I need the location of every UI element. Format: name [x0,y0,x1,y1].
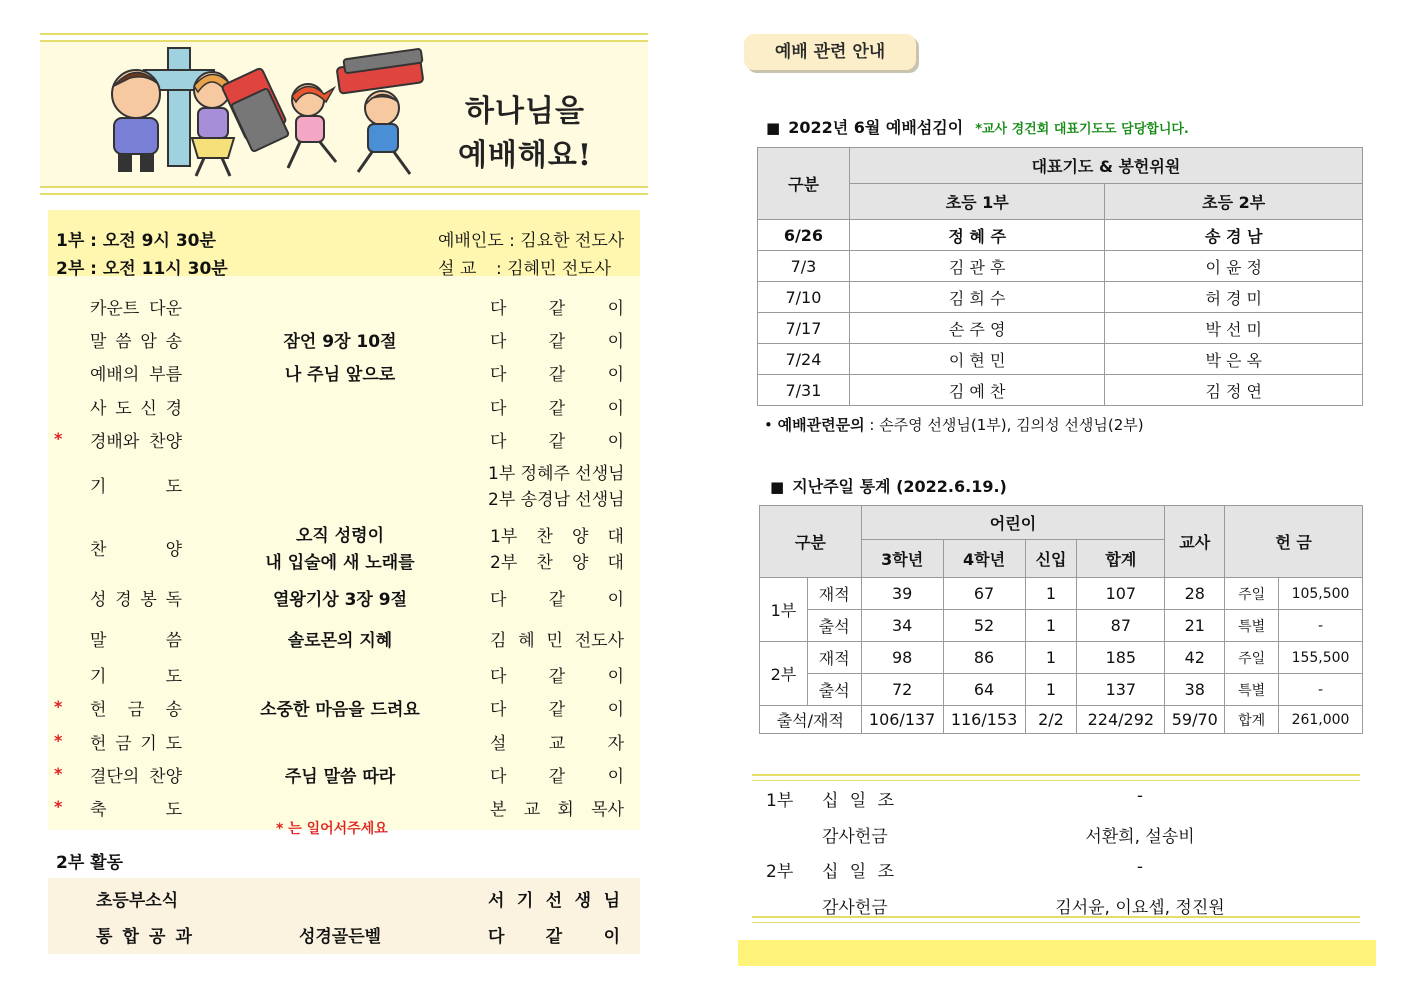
text-segment: 본 [490,800,507,820]
activity-title [96,886,192,911]
text-segment: 도 [115,399,132,419]
servers-col-group: 구분 [758,148,850,220]
text-segment: 이 [607,590,624,610]
offerings-bottom-divider [752,916,1360,923]
order-item-leader [490,294,624,319]
stats-cell: 2/2 [1025,706,1077,734]
text-segment: 송 [165,332,182,352]
stats-row [760,642,1363,674]
order-item-title [90,394,182,419]
text-segment: 다운 [149,299,182,319]
text-segment: 카운트 [90,299,140,319]
stats-cell: 155,500 [1279,642,1363,674]
order-item-content: 열왕기상 3장 9절 [272,590,408,610]
text-segment: 이 [607,365,624,385]
servers-row [758,220,1363,251]
service-time-2: 2부 : 오전 11시 30분 [56,259,228,279]
text-segment: 경 [115,590,132,610]
text-segment: 같 [548,700,566,720]
stats-cell: 재적 [807,642,861,674]
offering-names: - [1136,857,1144,877]
order-item-leader [490,394,624,419]
offerings-top-divider [752,774,1360,781]
footer-bar [738,940,1376,966]
stats-cell: 28 [1165,578,1225,610]
stats-cell: 59/70 [1165,706,1225,734]
text-segment: 자 [607,734,624,754]
text-segment: 같 [548,332,566,352]
offering-kind [822,857,894,882]
text-segment: 같 [548,299,566,319]
text-segment: 공 [149,927,166,947]
banner-title-line-2: 예배해요! [457,138,593,173]
servers-cell: 박 은 옥 [1105,344,1363,375]
order-item-title [90,472,182,497]
offering-names: - [1136,786,1144,806]
text-segment: 찬 [536,527,553,547]
stats-heading [770,474,1007,497]
servers-col-a: 초등 1부 [849,184,1105,220]
text-segment: 일 [849,862,867,882]
text-segment: 말 [90,631,107,651]
text-segment: 도 [165,734,182,754]
stats-total-row [760,706,1363,734]
servers-row [758,313,1363,344]
servers-heading [766,115,1189,138]
text-segment: 선 [545,891,563,911]
order-item-content: 내 입술에 새 노래를 [265,553,415,573]
text-segment: 1부 [490,527,518,547]
offering-kind [822,786,894,811]
activity-leader [488,922,620,947]
order-item-leader [490,585,624,610]
servers-col-b: 초등 2부 [1105,184,1363,220]
servers-cell: 송 경 남 [1105,220,1363,251]
stand-marker-icon: * [54,764,63,783]
text-segment: 혜 [518,631,535,651]
text-segment: 초등부소식 [96,891,179,911]
text-segment: 씀 [115,332,132,352]
servers-note: *교사 경건회 대표기도도 담당합니다. [975,122,1189,137]
stats-col-offering: 헌 금 [1225,506,1363,578]
stats-cell: 224/292 [1077,706,1165,734]
servers-cell: 7/31 [758,375,850,406]
text-segment: 다 [490,332,507,352]
text-segment: 전도사 [574,631,624,651]
servers-cell: 이 현 민 [849,344,1105,375]
banner-divider [40,186,648,195]
offering-kind [822,822,894,847]
contact-text: : 손주영 선생님(1부), 김의성 선생님(2부) [869,416,1144,434]
text-segment: 봉 [140,590,157,610]
stats-cell: 1 [1025,674,1077,706]
text-segment: 다 [490,700,507,720]
text-segment: 금 [127,700,145,720]
text-segment: 씀 [165,631,182,651]
stats-cell: 합계 [1225,706,1279,734]
text-segment: 다 [490,365,507,385]
servers-table [757,147,1363,406]
order-item-leader [490,360,624,385]
order-item-content: 오직 성령이 [295,526,385,546]
square-bullet-icon: ■ [770,478,785,496]
text-segment: 도 [165,477,182,497]
stats-col-g3: 3학년 [861,540,943,578]
text-segment: 금 [115,734,132,754]
order-item-title [90,662,182,687]
activity-title [96,922,192,947]
stats-row [760,610,1363,642]
text-segment: 민 [546,631,563,651]
servers-cell: 7/24 [758,344,850,375]
top-divider [40,33,648,42]
text-segment: 기 [90,477,107,497]
stats-cell: 107 [1077,578,1165,610]
text-segment: 같 [548,365,566,385]
stats-table-body [760,578,1363,734]
section-tag: 예배 관련 안내 [744,34,916,70]
text-segment: 찬 [536,553,553,573]
stats-cell: 106/137 [861,706,943,734]
order-item-leader [490,729,624,754]
servers-row [758,251,1363,282]
activity-leader [488,886,620,911]
offering-names: 서환희, 설송비 [1085,827,1195,847]
order-item-leader [490,548,624,573]
stand-marker-icon: * [54,429,63,448]
text-segment: 조 [877,791,894,811]
order-item-leader [490,695,624,720]
text-segment: 다 [490,299,507,319]
order-item-content: 소중한 마음을 드려요 [260,700,420,720]
order-item-content: 잠언 9장 10절 [283,332,397,352]
stats-row [760,674,1363,706]
order-item-leader [490,522,624,547]
text-segment: 기 [516,891,534,911]
text-segment: 예배의 [90,365,140,385]
stand-marker-icon: * [54,731,63,750]
contact-line [764,414,1144,435]
servers-cell: 6/26 [758,220,850,251]
text-segment: 송 [165,700,182,720]
stats-col-sum: 합계 [1077,540,1165,578]
stats-row [760,578,1363,610]
text-segment: 헌 [90,700,107,720]
text-segment: 헌 [90,734,107,754]
stats-cell: 주일 [1225,578,1279,610]
text-segment: 이 [607,432,624,452]
offering-kind [822,893,894,918]
text-segment: 이 [607,332,624,352]
order-item-leader [490,327,624,352]
text-segment: 기 [140,734,157,754]
text-segment: 경 [165,399,182,419]
stats-cell: 105,500 [1279,578,1363,610]
text-segment: 다 [490,399,507,419]
stats-cell: 42 [1165,642,1225,674]
order-item-title [90,294,182,319]
stats-cell: 72 [861,674,943,706]
stats-col-teacher: 교사 [1165,506,1225,578]
stats-cell: 34 [861,610,943,642]
stats-cell: 116/153 [943,706,1025,734]
text-segment: 과 [175,927,192,947]
stand-marker-icon: * [54,697,63,716]
servers-cell: 김 관 후 [849,251,1105,282]
servers-row [758,344,1363,375]
text-segment: 다 [490,667,507,687]
order-item-leader: 1부 정혜주 선생님 [488,464,625,484]
stats-cell: 86 [943,642,1025,674]
text-segment: 목사 [591,800,624,820]
text-segment: 님 [603,891,620,911]
servers-table-body [758,220,1363,406]
servers-cell: 허 경 미 [1105,282,1363,313]
order-item-leader [490,626,624,651]
text-segment: 이 [607,767,624,787]
text-segment: 도 [165,800,182,820]
stats-col-g4: 4학년 [943,540,1025,578]
offering-part: 2부 [766,862,794,882]
servers-col-main: 대표기도 & 봉헌위원 [849,148,1362,184]
stats-cell: 38 [1165,674,1225,706]
stats-cell: - [1279,674,1363,706]
stats-cell: 21 [1165,610,1225,642]
stats-part-label: 2부 [760,642,808,706]
servers-cell: 박 선 미 [1105,313,1363,344]
order-item-title [90,585,182,610]
text-segment: 김 [490,631,507,651]
text-segment: 양 [165,540,182,560]
servers-cell: 7/3 [758,251,850,282]
text-segment: 사 [90,399,107,419]
text-segment: 부름 [149,365,182,385]
stats-cell: 67 [943,578,1025,610]
order-item-title [90,327,182,352]
text-segment: 이 [603,927,620,947]
order-item-content: 주님 말씀 따라 [284,767,396,787]
preacher-name: : 김혜민 전도사 [496,259,612,279]
stats-cell: 185 [1077,642,1165,674]
text-segment: 성 [90,590,107,610]
text-segment: 교 [548,734,566,754]
stand-note: * 는 일어서주세요 [276,821,388,837]
order-item-title [90,695,182,720]
stats-part-label: 1부 [760,578,808,642]
text-segment: 같 [548,590,566,610]
stats-cell: - [1279,610,1363,642]
text-segment: 찬양 [149,767,182,787]
activity-title: 2부 활동 [56,853,124,873]
stats-col-new: 신입 [1025,540,1077,578]
text-segment: 감사헌금 [822,898,888,918]
text-segment: 통 [96,927,113,947]
text-segment: 설 [490,734,507,754]
text-segment: 도 [165,667,182,687]
stats-cell: 1 [1025,610,1077,642]
order-item-leader [490,662,624,687]
stats-table [759,505,1363,734]
text-segment: 말 [90,332,107,352]
order-item-title [90,729,182,754]
text-segment: 기 [90,667,107,687]
order-item-content: 나 주님 앞으로 [284,365,396,385]
order-item-leader: 2부 송경남 선생님 [488,490,625,510]
offering-part: 1부 [766,791,794,811]
stats-col-kids: 어린이 [861,506,1165,540]
text-segment: 생 [574,891,592,911]
servers-row [758,375,1363,406]
bullet-dot-icon: • [764,416,773,434]
order-item-title [90,626,182,651]
stats-cell: 98 [861,642,943,674]
stats-cell: 52 [943,610,1025,642]
text-segment: 양 [571,553,589,573]
servers-cell: 7/10 [758,282,850,313]
servers-cell: 손 주 영 [849,313,1105,344]
text-segment: 찬 [90,540,107,560]
stats-cell: 특별 [1225,674,1279,706]
stats-cell: 64 [943,674,1025,706]
text-segment: 회 [557,800,574,820]
stats-cell: 261,000 [1279,706,1363,734]
text-segment: 결단의 [90,767,140,787]
servers-row [758,282,1363,313]
stats-cell: 출석 [807,674,861,706]
text-segment: 같 [548,399,566,419]
stand-marker-icon: * [54,797,63,816]
stats-cell: 1 [1025,642,1077,674]
service-time-1: 1부 : 오전 9시 30분 [56,231,216,251]
text-segment: 합 [122,927,139,947]
text-segment: 같 [548,432,566,452]
order-item-title [90,535,182,560]
servers-cell: 김 정 연 [1105,375,1363,406]
stats-cell: 재적 [807,578,861,610]
text-segment: 같 [548,767,566,787]
order-item-title [90,795,182,820]
text-segment: 일 [849,791,867,811]
text-segment: 같 [545,927,563,947]
servers-heading-text: 2022년 6월 예배섬김이 [788,118,964,137]
text-segment: 이 [607,700,624,720]
text-segment: 양 [571,527,589,547]
text-segment: 교 [523,800,541,820]
servers-cell: 7/17 [758,313,850,344]
activity-content: 성경골든벨 [298,927,382,947]
preacher-label: 설 교 [438,259,477,279]
order-item-leader [490,427,624,452]
text-segment: 축 [90,800,107,820]
text-segment: 경배와 [90,432,140,452]
banner-title-line-1: 하나님을 [465,94,585,129]
servers-cell: 정 혜 주 [849,220,1105,251]
stats-cell: 1 [1025,578,1077,610]
text-segment: 십 [822,791,839,811]
order-item-leader [490,795,624,820]
text-segment: 감사헌금 [822,827,888,847]
square-bullet-icon: ■ [766,119,781,137]
text-segment: 서 [488,891,505,911]
text-segment: 2부 [490,553,518,573]
stats-cell: 137 [1077,674,1165,706]
text-segment: 암 [140,332,157,352]
text-segment: 같 [548,667,566,687]
stats-cell: 87 [1077,610,1165,642]
text-segment: 다 [490,432,507,452]
servers-cell: 김 예 찬 [849,375,1105,406]
stats-heading-text: 지난주일 통계 (2022.6.19.) [792,477,1007,496]
order-item-title [90,427,182,452]
children-illustration [100,42,430,182]
text-segment: 십 [822,862,839,882]
stats-cell: 주일 [1225,642,1279,674]
stats-cell: 특별 [1225,610,1279,642]
offering-names: 김서윤, 이요셉, 정진원 [1055,898,1225,918]
worship-leader: 예배인도 : 김요한 전도사 [438,231,625,251]
text-segment: 다 [488,927,505,947]
stats-col-group: 구분 [760,506,862,578]
stats-cell: 출석 [807,610,861,642]
text-segment: 찬양 [149,432,182,452]
text-segment: 조 [877,862,894,882]
stats-cell: 39 [861,578,943,610]
contact-label: 예배관련문의 [777,416,865,434]
servers-cell: 이 윤 정 [1105,251,1363,282]
servers-cell: 김 희 수 [849,282,1105,313]
order-item-content: 솔로몬의 지혜 [287,631,393,651]
order-item-leader [490,762,624,787]
text-segment: 대 [607,527,624,547]
text-segment: 이 [607,667,624,687]
text-segment: 다 [490,767,507,787]
text-segment: 대 [607,553,624,573]
text-segment: 이 [607,299,624,319]
order-item-title [90,762,182,787]
text-segment: 다 [490,590,507,610]
stats-total-label: 출석/재적 [760,706,862,734]
text-segment: 이 [607,399,624,419]
text-segment: 독 [165,590,182,610]
text-segment: 신 [140,399,157,419]
order-item-title [90,360,182,385]
